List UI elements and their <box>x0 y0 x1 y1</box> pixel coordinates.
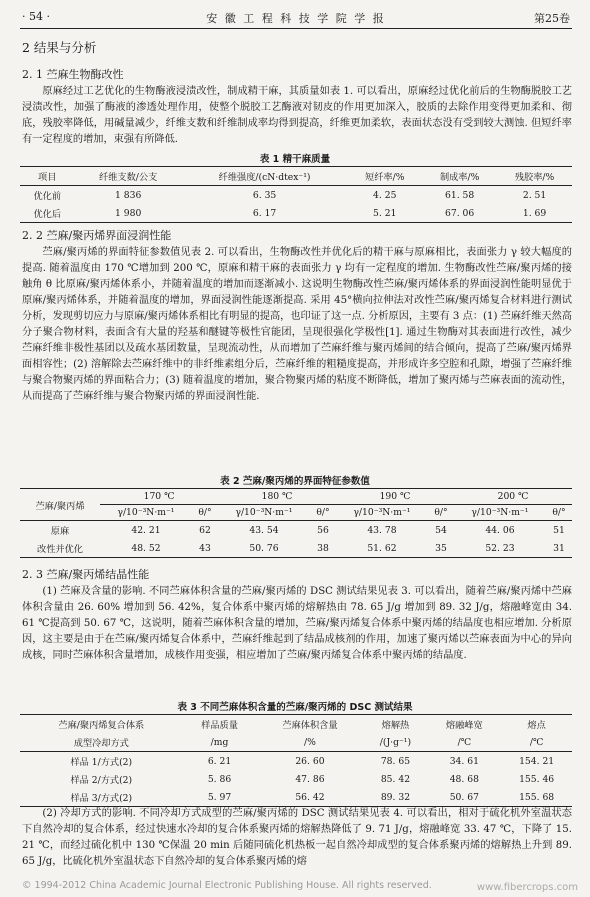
table-cell: 改性并优化 <box>37 544 83 555</box>
subsection-2-2-paragraph: 苎麻/聚丙烯的界面特征参数值见表 2. 可以看出，生物酶改性并优化后的精干麻与原麻相比，表面张力 γ 较大幅度的提高. 随着温度由 170 ℃增加到 200 ℃，原麻和精干麻的表面张力 γ 均有一定程度的增加. 生物酶改性苎麻/聚丙烯的接触角 θ 比原麻/聚丙烯体系小，并随着温度的增加而逐渐减小. 这说明生物酶改性苎麻/聚丙烯体系的界面浸润性能明显优于原麻/聚丙烯体系，并随着温度的增加，界面浸润性能逐渐提高. 采用 45°横向拉伸法对改性苎麻/聚丙烯复合材料进行测试分析，发现剪切应力与原麻/聚丙烯体系相比有明显的提高，也印证了这一点. 分析原因，主要有 3 点：(1) 苎麻纤维天然高分子聚合物材料，表面含有大量的羟基和醚键等极性官能团，呈现很强化学极性[1]. 通过生物酶对其表面进行改性，减少苎麻纤维非极性基团以及疏水基团数量，呈现流动性，从而增加了苎麻纤维与聚丙烯间的结合倾向，提高了苎麻/聚丙烯界面相容性；(2) 溶解除去苎麻纤维中的非纤维素组分后，苎麻纤维的粗糙度提高，并形成许多空腔和孔隙，增强了苎麻纤维与聚合物聚丙烯的界面粘合力；(3) 随着温度的增加，聚合物聚丙烯的粘度不断降低，增加了聚丙烯与苎麻表面的流动性，从而提高了苎麻纤维与聚合物聚丙烯的界面浸润性能. <box>22 247 572 402</box>
table-3 <box>20 714 572 807</box>
volume-label: 第25卷 <box>534 12 570 25</box>
table-cell: 5. 21 <box>373 207 397 219</box>
gamma-header: γ/10⁻³N·m⁻¹ <box>100 505 192 521</box>
table-cell: 1. 69 <box>522 207 547 219</box>
table-cell: 54 <box>435 524 447 536</box>
table-3-header: 熔点 <box>527 720 546 731</box>
gamma-header: γ/10⁻³N·m⁻¹ <box>454 505 546 521</box>
table-cell: 51 <box>553 524 565 536</box>
watermark: www.fibercrops.com <box>476 882 578 893</box>
table-cell: 43. 54 <box>249 524 279 536</box>
table-cell: 样品 1/方式(2) <box>70 757 133 768</box>
table-2-temp-header: 200 ℃ <box>454 489 572 505</box>
header-rule <box>20 28 572 29</box>
table-2-temp-header: 170 ℃ <box>100 489 218 505</box>
table-cell: 50. 67 <box>449 791 479 803</box>
table-1-header: 项目 <box>20 167 74 186</box>
subsection-2-1-title: 2. 1 苎麻生物酶改性 <box>22 68 124 81</box>
table-cell: 52. 23 <box>485 542 515 554</box>
table-cell: 42. 21 <box>131 524 161 536</box>
table-cell: 4. 25 <box>373 189 397 201</box>
table-cell: 6. 21 <box>207 755 232 767</box>
table-cell: 155. 68 <box>519 791 555 803</box>
running-header <box>22 6 570 28</box>
table-cell: 31 <box>553 542 565 554</box>
gamma-header: γ/10⁻³N·m⁻¹ <box>218 505 310 521</box>
table-cell: 43. 78 <box>367 524 397 536</box>
table-row <box>20 788 572 807</box>
table-1-header: 纤维支数/公支 <box>74 167 181 186</box>
table-1-header: 残胶率/% <box>497 167 572 186</box>
table-cell: 1 980 <box>115 207 142 219</box>
table-cell: 67. 06 <box>445 207 475 219</box>
table-3-header: 样品质量 <box>201 720 238 731</box>
table-cell: 56. 42 <box>295 791 325 803</box>
journal-title: 安 徽 工 程 科 技 学 院 学 报 <box>206 12 386 25</box>
table-cell: 1 836 <box>115 189 142 201</box>
table-cell: 34. 61 <box>449 755 479 767</box>
table-row <box>20 539 572 558</box>
table-3-header: 苎麻体积含量 <box>282 720 338 731</box>
subsection-2-2-title: 2. 2 苎麻/聚丙烯界面浸润性能 <box>22 229 172 242</box>
table-cell: 38 <box>317 542 329 554</box>
table-cell: 44. 06 <box>485 524 515 536</box>
table-3-subheader: 成型冷却方式 <box>20 733 183 752</box>
section-heading: 2 结果与分析 <box>22 40 97 55</box>
table-cell: 47. 86 <box>295 773 325 785</box>
table-cell: 5. 97 <box>207 791 232 803</box>
table-row <box>20 204 572 223</box>
table-cell: 155. 46 <box>519 773 555 785</box>
table-cell: 89. 32 <box>380 791 411 803</box>
table-3-subheader: /℃ <box>427 733 501 752</box>
table-cell: 48. 68 <box>449 773 479 785</box>
table-cell: 51. 62 <box>367 542 397 554</box>
table-3-subheader: /℃ <box>501 733 572 752</box>
table-3-subheader: /mg <box>183 733 257 752</box>
table-2 <box>20 488 572 558</box>
gamma-header: γ/10⁻³N·m⁻¹ <box>336 505 428 521</box>
table-cell: 56 <box>317 524 329 536</box>
table-cell: 154. 21 <box>519 755 555 767</box>
theta-header: θ/° <box>192 505 218 521</box>
table-2-caption: 表 2 苎麻/聚丙烯的界面特征参数值 <box>220 476 370 487</box>
copyright-footer: © 1994-2012 China Academic Journal Electronic Publishing House. All rights reserved. <box>22 880 432 891</box>
table-cell: 5. 86 <box>207 773 232 785</box>
table-cell: 6. 17 <box>252 207 277 219</box>
table-cell: 2. 51 <box>522 189 547 201</box>
table-row <box>20 770 572 788</box>
table-1-header: 纤维强度/(cN·dtex⁻¹) <box>182 167 347 186</box>
table-cell: 78. 65 <box>380 755 411 767</box>
table-cell: 85. 42 <box>380 773 411 785</box>
table-2-temp-header: 190 ℃ <box>336 489 454 505</box>
table-cell: 样品 3/方式(2) <box>70 793 133 804</box>
page-number: · 54 · <box>22 10 50 23</box>
table-cell: 样品 2/方式(2) <box>70 775 133 786</box>
table-cell: 优化前 <box>33 191 62 202</box>
subsection-2-1-paragraph: 原麻经过工艺优化的生物酶液浸渍改性，制成精干麻，其质量如表 1. 可以看出，原麻经过优化前后的生物酶脱胶工艺浸渍改性，加强了酶液的渗透处理作用，使整个脱胶工艺酶液对韧皮的作用更加深入，胶质的去除作用变得更加柔和、彻底，残胶率降低，用碱量减少，纤维支数和纤维制成率均得到提高，纤维更加柔软，表面状态没有受到较大测蚀. 但短纤率有一定程度的增加，束强有所降低. <box>22 86 572 145</box>
table-cell: 6. 35 <box>252 189 277 201</box>
table-cell: 43 <box>199 542 211 554</box>
table-1 <box>20 166 572 223</box>
subsection-2-3-paragraph-1: (1) 苎麻及含量的影响. 不同苎麻体积含量的苎麻/聚丙烯的 DSC 测试结果见表 3. 可以看出，随着苎麻/聚丙烯中苎麻体积含量由 26. 60% 增加到 56. 42%，复合体系中聚丙烯的熔解热由 78. 65 J/g 增加到 89. 32 J/g，熔融峰宽由 34. 61 ℃提高到 50. 67 ℃，这说明，随着苎麻体积含量的增加，苎麻/聚丙烯复合体系中聚丙烯的结晶度也相应增加. 分析原因，这主要是由于在苎麻/聚丙烯复合体系中，苎麻纤维起到了结晶成核剂的作用，加速了聚丙烯以苎麻表面为中心的异向成核，同时苎麻体积含量增加，成核作用变强，相应增加了苎麻/聚丙烯复合体系中聚丙烯的结晶度. <box>22 586 572 661</box>
table-cell: 26. 60 <box>295 755 325 767</box>
theta-header: θ/° <box>310 505 336 521</box>
table-1-header: 短纤率/% <box>347 167 422 186</box>
table-row <box>20 752 572 771</box>
table-cell: 62 <box>199 524 211 536</box>
table-3-subheader: /(J·g⁻¹) <box>363 733 427 752</box>
subsection-2-3-title: 2. 3 苎麻/聚丙烯结晶性能 <box>22 568 150 581</box>
theta-header: θ/° <box>428 505 454 521</box>
table-2-temp-header: 180 ℃ <box>218 489 336 505</box>
table-3-caption: 表 3 不同苎麻体积含量的苎麻/聚丙烯的 DSC 测试结果 <box>177 702 413 713</box>
table-cell: 48. 52 <box>131 542 161 554</box>
table-cell: 原麻 <box>50 526 70 537</box>
table-3-subheader: /% <box>256 733 363 752</box>
table-3-header: 熔融峰宽 <box>445 720 483 731</box>
theta-header: θ/° <box>546 505 572 521</box>
table-row <box>20 186 572 205</box>
subsection-2-3-paragraph-2: (2) 冷却方式的影响. 不同冷却方式成型的苎麻/聚丙烯的 DSC 测试结果见表 4. 可以看出，相对于硫化机外室温状态下自然冷却的复合体系，经过快速水冷却的复合体系聚丙烯的熔解热降低了 9. 71 J/g，熔融峰宽 33. 47 ℃，下降了 15. 21 ℃，而经过硫化机中 130 ℃保温 20 min 后随同硫化机热板一起自然冷却成型的复合体系聚丙烯的熔解热上升到 89. 65 J/g，比硫化机外室温状态下自然冷却的复合体系聚丙烯的熔 <box>22 808 572 867</box>
table-2-row-header: 苎麻/聚丙烯 <box>20 489 100 521</box>
table-cell: 61. 58 <box>445 189 475 201</box>
table-1-caption: 表 1 精干麻质量 <box>259 154 331 165</box>
table-1-header: 制成率/% <box>422 167 497 186</box>
table-cell: 50. 76 <box>249 542 279 554</box>
table-row <box>20 521 572 540</box>
table-3-header: 熔解热 <box>381 720 410 731</box>
table-cell: 优化后 <box>33 209 62 220</box>
table-3-header: 苎麻/聚丙烯复合体系 <box>58 720 145 731</box>
table-cell: 35 <box>435 542 447 554</box>
